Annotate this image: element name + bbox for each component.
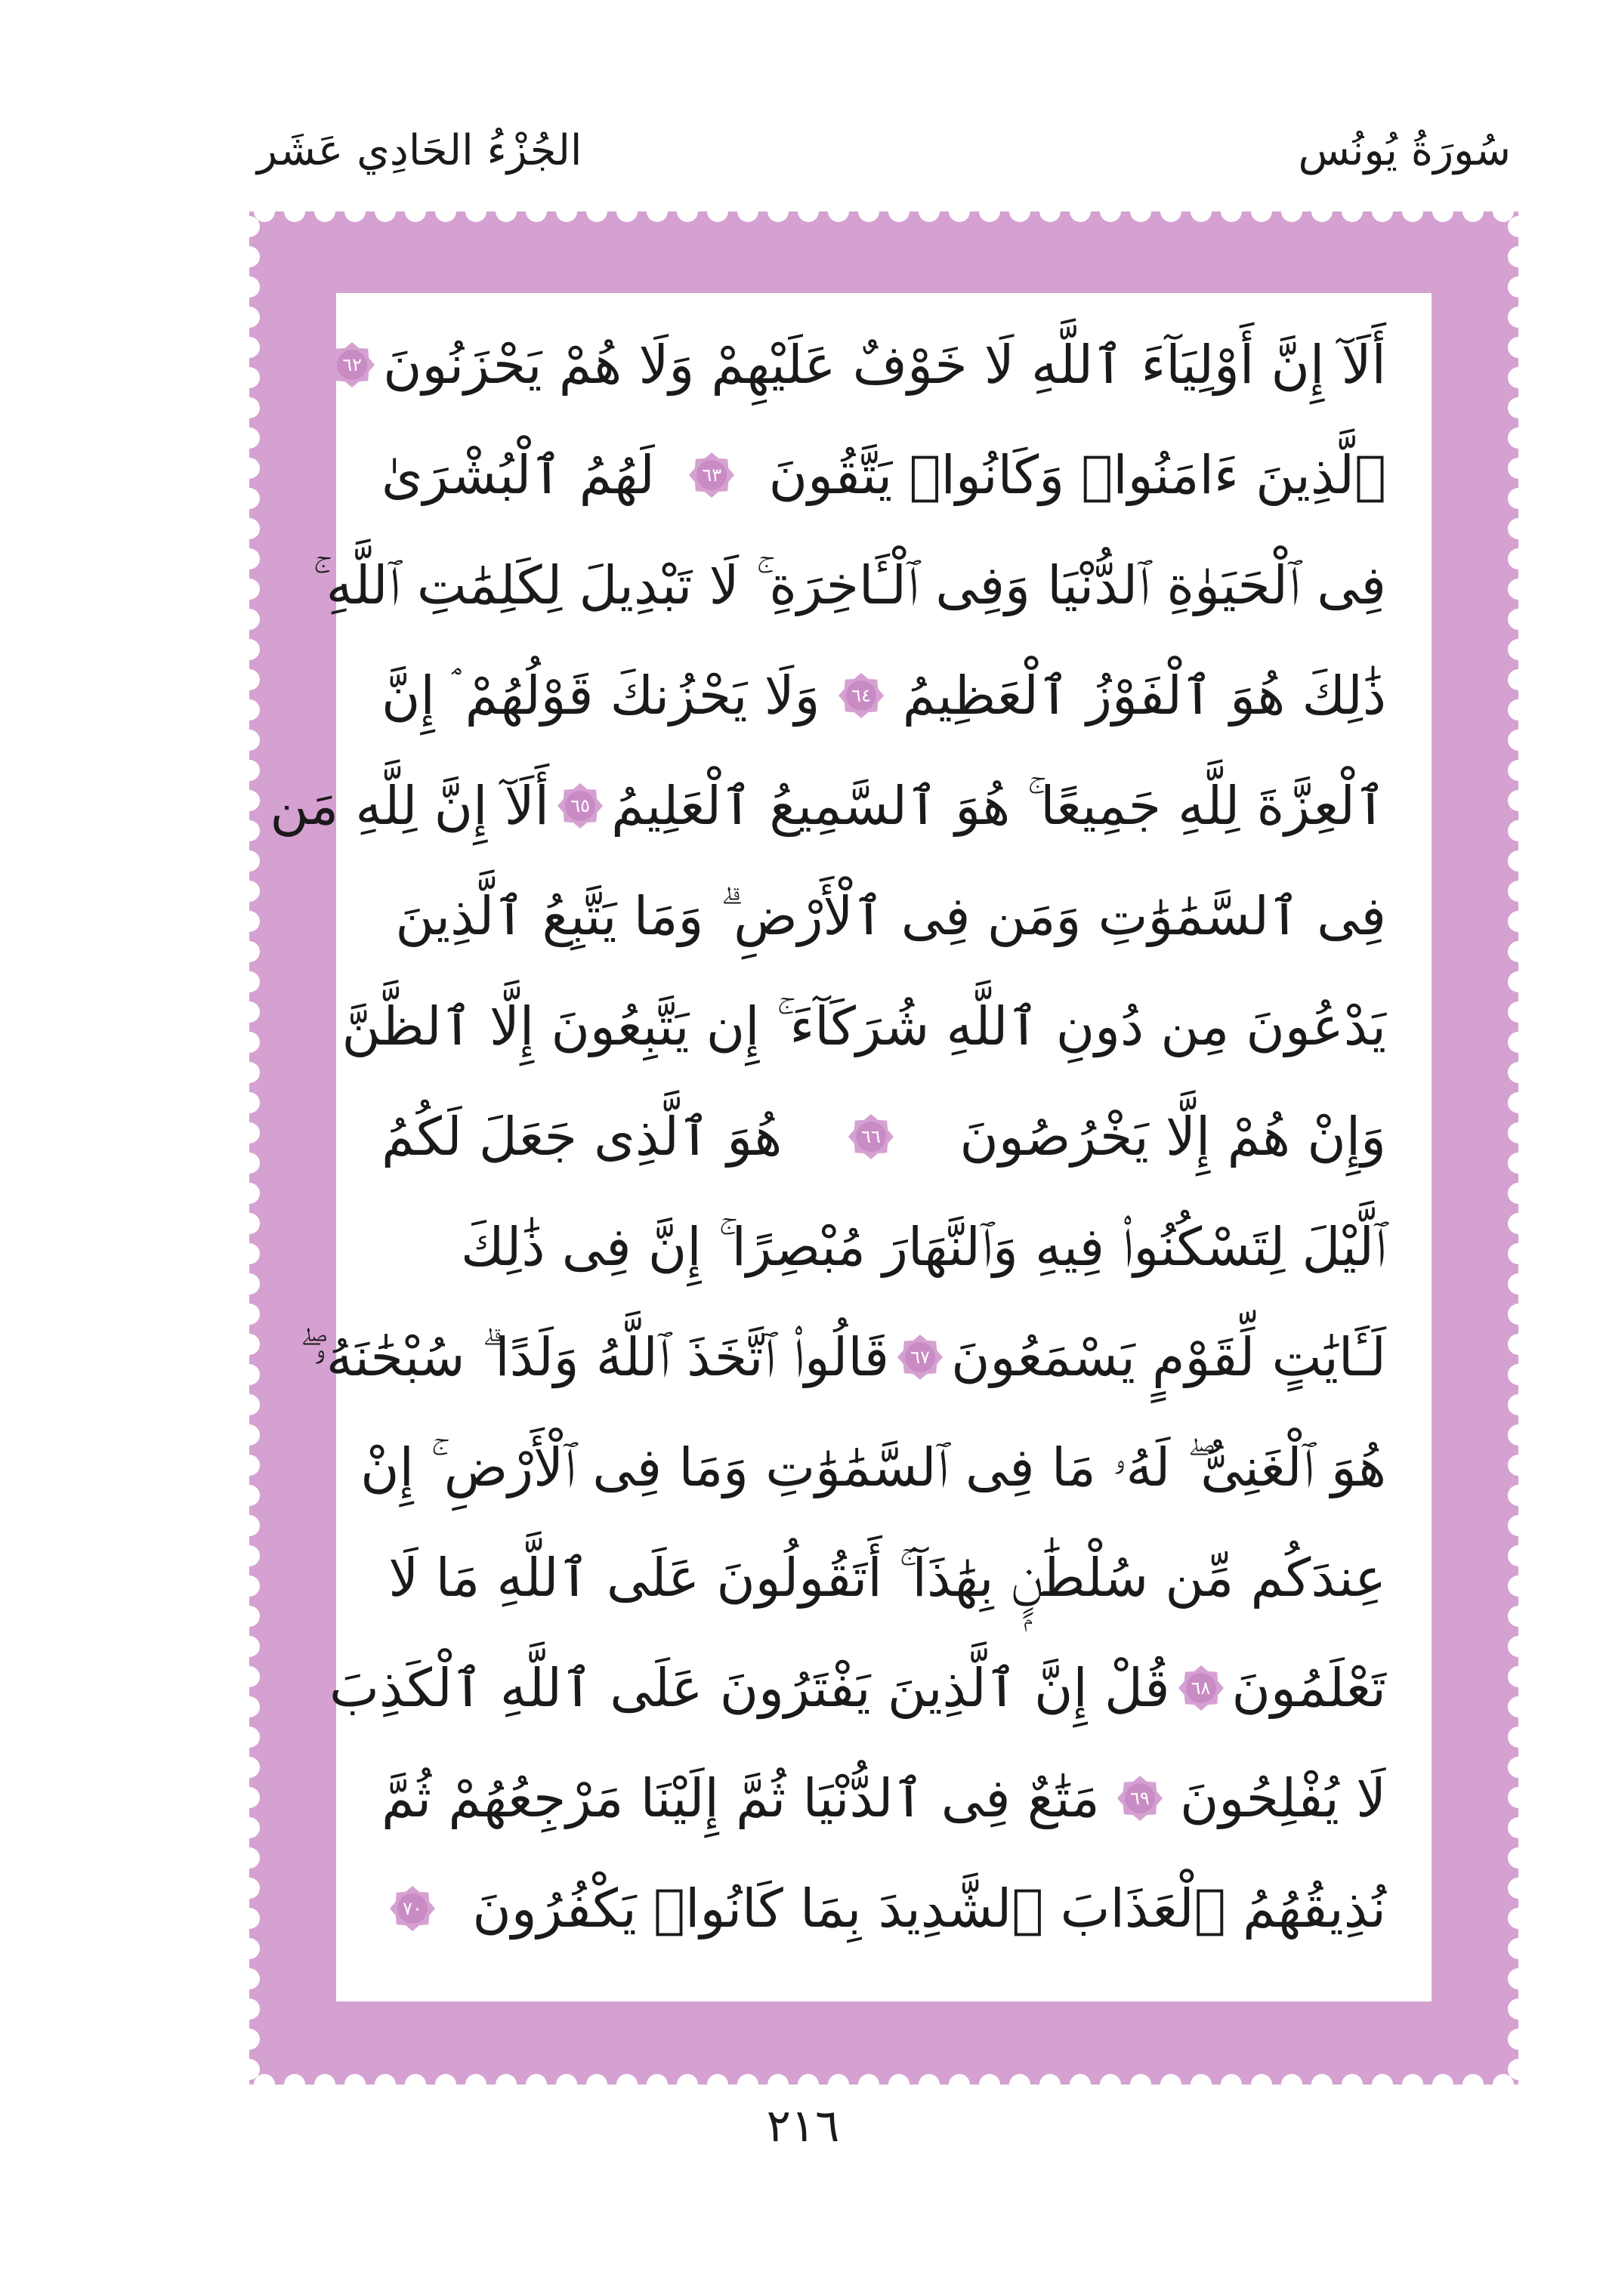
- ayah-number: ٦٢: [342, 354, 362, 375]
- verse-text: فِى ٱلْحَيَوٰةِ ٱلدُّنْيَا وَفِى ٱلْـَٔاخِرَةِ ۚ لَا تَبْدِيلَ لِكَلِمَٰتِ ٱللَّهِ ۚ: [313, 554, 1386, 616]
- ayah-number: ٦٩: [1129, 1788, 1150, 1809]
- verse-text: أَلَآ إِنَّ أَوْلِيَآءَ ٱللَّهِ لَا خَوْفٌ عَلَيْهِمْ وَلَا هُمْ يَحْزَنُونَ: [383, 334, 1386, 396]
- text-line: [381, 1743, 1386, 1853]
- text-line: [341, 971, 1386, 1082]
- ayah-number: ٦٤: [851, 685, 871, 706]
- verse-text: وَلَا يَحْزُنكَ قَوْلُهُمْ ۘ إِنَّ: [381, 664, 820, 727]
- page-number: ٢١٦: [766, 2100, 840, 2152]
- verse-text: ٱلَّذِينَ ءَامَنُوا۟ وَكَانُوا۟ يَتَّقُونَ: [768, 444, 1386, 506]
- verse-text: فِى ٱلسَّمَٰوَٰتِ وَمَن فِى ٱلْأَرْضِ ۗ وَمَا يَتَّبِعُ ٱلَّذِينَ: [395, 884, 1386, 947]
- verse-text: قُلْ إِنَّ ٱلَّذِينَ يَفْتَرُونَ عَلَى ٱللَّهِ ٱلْكَذِبَ: [329, 1657, 1170, 1719]
- verse-text: ٱلْعِزَّةَ لِلَّهِ جَمِيعًا ۚ هُوَ ٱلسَّمِيعُ ٱلْعَلِيمُ: [611, 774, 1386, 837]
- ayah-number-marker: [688, 452, 735, 498]
- ayah-number-marker: [329, 341, 375, 388]
- text-line: [381, 420, 1386, 530]
- verse-text: يَدْعُونَ مِن دُونِ ٱللَّهِ شُرَكَآءَ ۚ إِن يَتَّبِعُونَ إِلَّا ٱلظَّنَّ: [341, 995, 1386, 1057]
- text-line: [313, 530, 1386, 640]
- ayah-number-marker: [848, 1113, 894, 1160]
- verse-text: لَهُمُ ٱلْبُشْرَىٰ: [381, 444, 655, 506]
- text-line: [342, 310, 1386, 420]
- ayah-number: ٧٠: [403, 1898, 422, 1919]
- text-line: [360, 1412, 1386, 1523]
- verse-text: تَعْلَمُونَ: [1231, 1657, 1386, 1719]
- page-header: [257, 113, 1511, 196]
- verse-text: ٱلَّيْلَ لِتَسْكُنُوا۟ فِيهِ وَٱلنَّهَارَ مُبْصِرًا ۚ إِنَّ فِى ذَٰلِكَ: [461, 1215, 1386, 1278]
- text-line: [381, 1192, 1386, 1302]
- surah-title: سُورَةُ يُونُس: [1298, 126, 1511, 175]
- quran-text-block: [270, 310, 1386, 1964]
- ayah-number-marker: [897, 1334, 944, 1381]
- verse-text: عِندَكُم مِّن سُلْطَٰنٍۭ بِهَٰذَآ ۚ أَتَقُولُونَ عَلَى ٱللَّهِ مَا لَا: [388, 1546, 1386, 1609]
- ayah-number: ٦٥: [570, 795, 591, 816]
- text-line: [381, 640, 1386, 751]
- verse-text: وَإِنْ هُمْ إِلَّا يَخْرُصُونَ: [959, 1106, 1386, 1168]
- text-line: [381, 861, 1386, 971]
- text-line: [329, 1633, 1386, 1743]
- verse-text: هُوَ ٱلْغَنِىُّ ۖ لَهُۥ مَا فِى ٱلسَّمَٰوَٰتِ وَمَا فِى ٱلْأَرْضِ ۚ إِنْ: [360, 1436, 1386, 1498]
- text-line: [381, 1523, 1386, 1633]
- ayah-number-marker: [389, 1885, 436, 1932]
- verse-text: أَلَآ إِنَّ لِلَّهِ مَن: [270, 775, 550, 837]
- ayah-number-marker: [1178, 1665, 1225, 1711]
- verse-text: قَالُوا۟ ٱتَّخَذَ ٱللَّهُ وَلَدًا ۗ سُبْحَٰنَهُۥ ۖ: [299, 1325, 890, 1388]
- verse-text: لَا يُفْلِحُونَ: [1180, 1767, 1386, 1829]
- text-line: [299, 1302, 1386, 1412]
- verse-text: ذَٰلِكَ هُوَ ٱلْفَوْزُ ٱلْعَظِيمُ: [902, 665, 1386, 727]
- ayah-number: ٦٦: [860, 1126, 881, 1147]
- juz-title: الجُزْءُ الحَادِي عَشَر: [257, 126, 582, 175]
- ayah-number: ٦٧: [910, 1347, 931, 1368]
- verse-text: مَتَٰعٌ فِى ٱلدُّنْيَا ثُمَّ إِلَيْنَا مَرْجِعُهُمْ ثُمَّ: [381, 1767, 1100, 1829]
- verse-text: هُوَ ٱلَّذِى جَعَلَ لَكُمُ: [381, 1106, 783, 1168]
- ayah-number-marker: [1116, 1775, 1163, 1822]
- text-line: [270, 751, 1386, 861]
- text-line: [381, 1082, 1386, 1192]
- ayah-number-marker: [557, 782, 604, 829]
- verse-text: نُذِيقُهُمُ ٱلْعَذَابَ ٱلشَّدِيدَ بِمَا كَانُوا۟ يَكْفُرُونَ: [472, 1878, 1386, 1940]
- ayah-number: ٦٨: [1191, 1677, 1211, 1699]
- text-line: [381, 1853, 1386, 1964]
- ayah-number: ٦٣: [702, 464, 722, 486]
- verse-text: لَـَٔايَٰتٍ لِّقَوْمٍ يَسْمَعُونَ: [951, 1326, 1386, 1388]
- ayah-number-marker: [838, 672, 885, 719]
